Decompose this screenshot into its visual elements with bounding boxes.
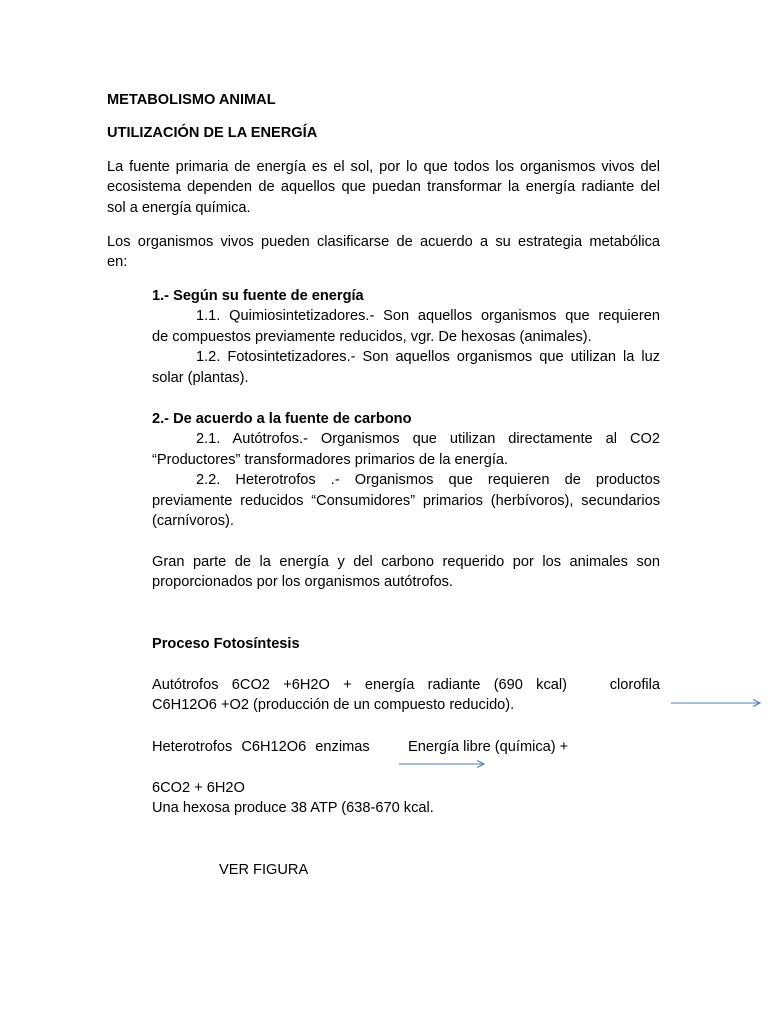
paragraph-line: sol a energía química. bbox=[107, 199, 251, 216]
paragraph-line: Gran parte de la energía y del carbono requerido por los animales son bbox=[152, 554, 660, 570]
process-heading: Proceso Fotosíntesis bbox=[152, 636, 300, 652]
section-carbon-source bbox=[152, 409, 660, 531]
page-title: METABOLISMO ANIMAL bbox=[107, 92, 276, 108]
atp-note: Una hexosa produce 38 ATP (638-670 kcal. bbox=[152, 800, 434, 816]
equation-reactants: Autótrofos 6CO2 +6H2O + energía radiante (690 kcal) bbox=[152, 677, 567, 693]
section-energy-source bbox=[152, 286, 660, 388]
classification-paragraph bbox=[107, 232, 660, 273]
item-line: 2.1. Autótrofos.- Organismos que utilizan directamente al CO2 bbox=[196, 431, 660, 448]
item-line: 2.2. Heterotrofos .- Organismos que requieren de productos bbox=[196, 472, 660, 489]
see-figure-label: VER FIGURA bbox=[219, 862, 309, 878]
paragraph-line: Los organismos vivos pueden clasificarse de acuerdo a su estrategia metabólica bbox=[107, 234, 660, 250]
item-line: “Productores” transformadores primarios de la energía. bbox=[152, 451, 509, 468]
paragraph-line: en: bbox=[107, 254, 128, 271]
catalyst-label: clorofila bbox=[609, 677, 660, 693]
intro-paragraph bbox=[107, 157, 660, 218]
equation-reactants: Heterotrofos C6H12O6 enzimas bbox=[152, 739, 370, 755]
item-line: solar (plantas). bbox=[152, 369, 249, 386]
heterotrophs-products: 6CO2 + 6H2O bbox=[152, 780, 245, 796]
item-line: 1.1. Quimiosintetizadores.- Son aquellos organismos que requieren bbox=[196, 308, 660, 325]
arrow-right-icon bbox=[398, 757, 488, 771]
arrow-right-icon bbox=[670, 696, 764, 710]
summary-paragraph bbox=[152, 552, 660, 593]
equation-products: C6H12O6 +O2 (producción de un compuesto reducido). bbox=[152, 697, 515, 714]
item-line: (carnívoros). bbox=[152, 513, 234, 530]
item-line: de compuestos previamente reducidos, vgr. De hexosas (animales). bbox=[152, 328, 592, 345]
paragraph-line: proporcionados por los organismos autótrofos. bbox=[152, 574, 453, 591]
item-line: 1.2. Fotosintetizadores.- Son aquellos organismos que utilizan la luz bbox=[196, 349, 660, 366]
heterotrophs-equation bbox=[152, 737, 660, 757]
section-heading: 1.- Según su fuente de energía bbox=[152, 288, 364, 304]
item-line: previamente reducidos “Consumidores” primarios (herbívoros), secundarios bbox=[152, 492, 660, 509]
section-heading: 2.- De acuerdo a la fuente de carbono bbox=[152, 411, 412, 427]
page-subtitle: UTILIZACIÓN DE LA ENERGÍA bbox=[107, 125, 318, 141]
autotrophs-equation bbox=[152, 675, 660, 716]
paragraph-line: La fuente primaria de energía es el sol, por lo que todos los organismos vivos del bbox=[107, 159, 660, 175]
equation-products: Energía libre (química) + bbox=[408, 739, 569, 755]
paragraph-line: ecosistema dependen de aquellos que puedan transformar la energía radiante del bbox=[107, 179, 660, 196]
